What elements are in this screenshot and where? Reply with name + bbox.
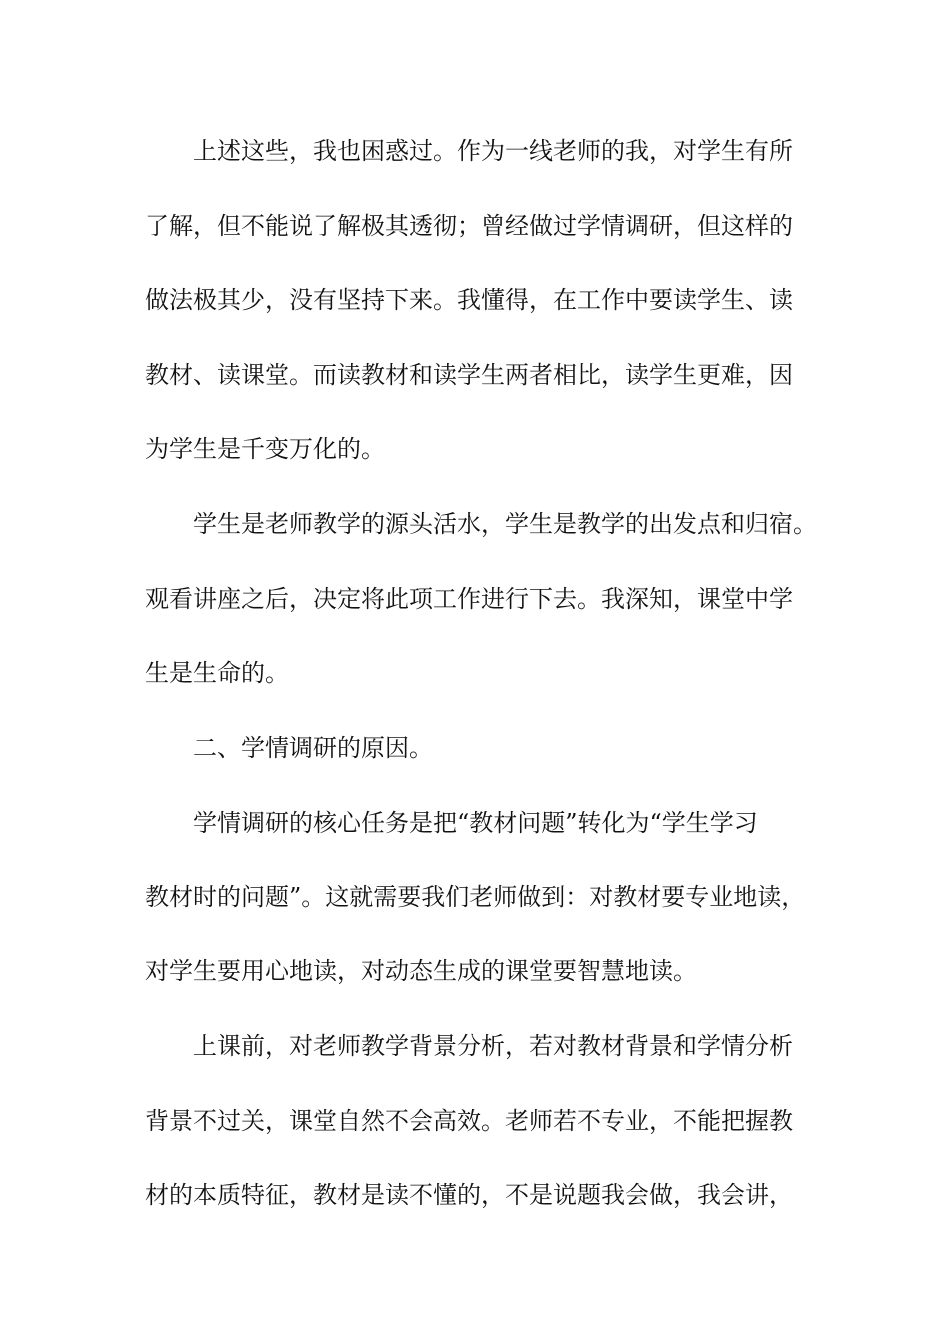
- paragraph-4-line-2: 背景不过关，课堂自然不会高效。老师若不专业，不能把握教: [145, 1107, 793, 1135]
- paragraph-4-line-3: 材的本质特征，教材是读不懂的，不是说题我会做，我会讲，: [145, 1181, 793, 1209]
- paragraph-2-line-3: 生是生命的。: [145, 659, 289, 687]
- section-heading: 二、学情调研的原因。: [193, 734, 433, 762]
- paragraph-2-line-1: 学生是老师教学的源头活水，学生是教学的出发点和归宿。: [193, 510, 817, 538]
- paragraph-3-line-1: 学情调研的核心任务是把“教材问题”转化为“学生学习: [193, 809, 758, 837]
- paragraph-1-line-2: 了解，但不能说了解极其透彻；曾经做过学情调研，但这样的: [145, 212, 793, 240]
- paragraph-1-line-3: 做法极其少，没有坚持下来。我懂得，在工作中要读学生、读: [145, 286, 793, 314]
- paragraph-3-line-2: 教材时的问题”。这就需要我们老师做到：对教材要专业地读，: [145, 883, 806, 911]
- paragraph-3-line-3: 对学生要用心地读，对动态生成的课堂要智慧地读。: [145, 957, 697, 985]
- paragraph-4-line-1: 上课前，对老师教学背景分析，若对教材背景和学情分析: [193, 1032, 793, 1060]
- paragraph-2-line-2: 观看讲座之后，决定将此项工作进行下去。我深知，课堂中学: [145, 585, 793, 613]
- paragraph-1-line-4: 教材、读课堂。而读教材和读学生两者相比，读学生更难，因: [145, 361, 793, 389]
- paragraph-1-line-1: 上述这些，我也困惑过。作为一线老师的我，对学生有所: [193, 137, 793, 165]
- paragraph-1-line-5: 为学生是千变万化的。: [145, 435, 385, 463]
